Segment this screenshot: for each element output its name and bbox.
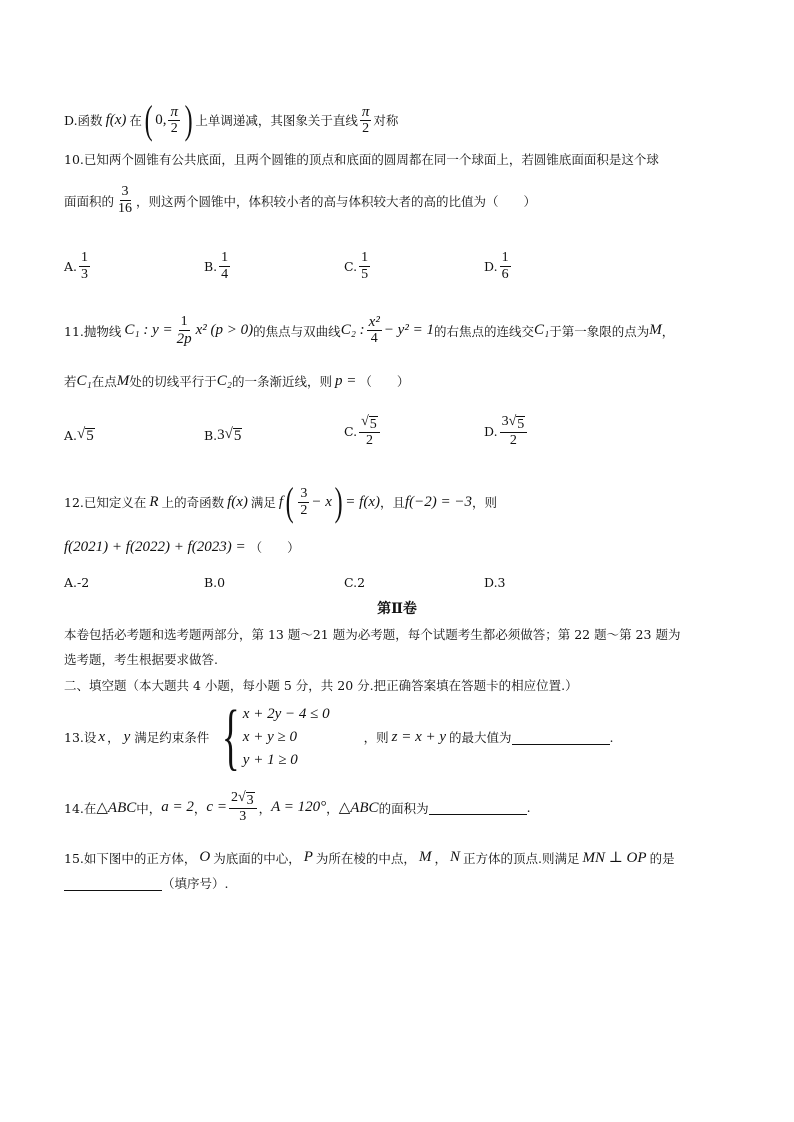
q14-c-num: 2 √ 3 [229, 790, 257, 809]
q10-frac-den: 16 [118, 201, 133, 216]
q9d-end: 对称 [373, 113, 399, 128]
q10-oa-den: 3 [81, 267, 89, 282]
q11-mid2: 的右焦点的连线交 [433, 323, 534, 339]
q11-hyp-rest: − y² = 1 [383, 322, 434, 338]
q11-line2-d: 的一条渐近线，则 [232, 374, 333, 389]
q12-option-d [484, 575, 506, 590]
q13-answer-blank[interactable] [512, 730, 610, 745]
q11-m: M [649, 322, 662, 338]
q9d-fx: f(x) [105, 111, 127, 128]
q11-od-rad: 5 [517, 417, 525, 432]
q14-prefix: 14.在 [64, 800, 97, 816]
q14-sep3: ， [326, 800, 339, 816]
q13-sep: ， [107, 730, 120, 745]
q12-option-c-label: C.2 [344, 575, 366, 590]
q11-line2-p: p = [335, 372, 357, 389]
q13-brace: { [222, 696, 240, 778]
q11-od-coef: 3 [501, 414, 509, 429]
q11-oc-rad: 5 [369, 417, 377, 432]
q13-constraint-2: x + y ≥ 0 [242, 728, 297, 745]
q15-line2 [64, 874, 228, 892]
q9d-left-paren: ( [144, 97, 153, 142]
q14-c-coef: 2 [230, 790, 238, 805]
q14-c: c = [206, 799, 227, 815]
q14-line [64, 790, 531, 825]
q11-option-c [344, 414, 382, 449]
q10-option-a-label: A. [64, 259, 78, 274]
q11-comma: ， [661, 323, 675, 339]
q9d-in: 在 [129, 113, 142, 128]
q9d-interval-zero: 0, [155, 111, 167, 128]
part2-intro1 [64, 625, 680, 643]
q11-option-b-label: B. [204, 427, 218, 443]
q9d-pi: π [170, 103, 178, 120]
q10-od-den: 6 [501, 267, 509, 282]
q12-option-b [204, 575, 225, 590]
q15-mid3: 正方体的顶点.则满足 [462, 850, 580, 866]
q11-option-a-sqrt: √ 5 [77, 426, 94, 444]
q11-oa-rad: 5 [86, 428, 94, 444]
q13-y: y [123, 728, 131, 745]
q14-c-den: 3 [239, 809, 247, 824]
q10-option-d-label: D. [484, 259, 498, 274]
q14-answer-blank[interactable] [429, 800, 527, 815]
q10-option-a-frac [79, 250, 90, 283]
q9d-line-pi: π [361, 103, 370, 120]
q10-ob-den: 4 [221, 267, 229, 282]
q11-option-a-label: A. [64, 427, 78, 443]
q9d-line-two: 2 [362, 120, 370, 136]
q10-line2-b: ，则这两个圆锥中，体积较小者的高与体积较大者的高的比值为（ ） [136, 193, 537, 209]
q11-fraction [175, 314, 194, 347]
q12-line2 [64, 538, 300, 556]
section-fill-in-text: 二、填空题（本大题共 4 小题，每小题 5 分，共 20 分.把正确答案填在答题卡的相应位置.） [64, 678, 578, 693]
q13-mid: 满足约束条件 [134, 730, 210, 745]
q14-end: 的面积为 [378, 800, 429, 816]
q11-oc-num: √ 5 [359, 414, 380, 433]
q11-line2-c2: C₂ [216, 372, 233, 389]
q12-fx: f(x) [227, 493, 248, 510]
q15-sep: ， [434, 850, 447, 866]
q11-mid1: 的焦点与双曲线 [253, 323, 341, 339]
q12-mid2: 满足 [250, 495, 276, 510]
q14-a: a = 2 [161, 799, 194, 815]
q14-sep2: ， [258, 800, 272, 816]
q10-ob-num: 1 [221, 250, 229, 265]
q10-option-d-frac [500, 250, 511, 283]
q12-mid1: 上的奇函数 [161, 495, 225, 510]
q10-option-b-label: B. [204, 259, 218, 274]
q12-option-a-label: A.-2 [64, 575, 90, 590]
q9d-two: 2 [170, 120, 178, 136]
q10-option-c [344, 250, 372, 283]
q10-option-b [204, 250, 232, 283]
part2-intro2-text: 选考题，考生根据要求做答. [64, 652, 218, 667]
q11-x2p: x² (p > 0) [195, 322, 254, 338]
q11-option-c-label: C. [344, 424, 358, 439]
part2-intro2 [64, 650, 218, 668]
q15-m: M [418, 849, 432, 865]
q15-p: P [303, 849, 313, 865]
q13-prefix: 13.设 [64, 730, 97, 745]
q11-frac-num: 1 [180, 314, 188, 329]
part2-heading: 第Ⅱ卷 [377, 601, 417, 617]
q11-line2-c1: C₁ [76, 372, 92, 389]
q11-c2: C₂ : [340, 322, 365, 338]
q12-prefix: 12.已知定义在 [64, 495, 147, 510]
q9d-line-pi-over-2 [360, 104, 372, 137]
q11-line2-b: 在点 [91, 374, 117, 389]
q12-line2-expr: f(2021) + f(2022) + f(2023) = [64, 538, 246, 555]
q15-relation: MN ⊥ OP [582, 850, 647, 866]
q14-triangle-2: △ABC [338, 800, 379, 816]
q11-line2-a: 若 [64, 374, 77, 389]
q11-od-den: 2 [509, 433, 517, 448]
q12-option-b-label: B.0 [204, 575, 226, 590]
q11-line2 [64, 372, 409, 390]
q15-mid1: 为底面的中心， [213, 850, 301, 866]
q15-mid2: 为所在棱的中点， [315, 850, 416, 866]
q9d-pi-over-2 [168, 104, 180, 137]
q15-line1 [64, 848, 675, 867]
q13-constraint-1: x + 2y − 4 ≤ 0 [242, 705, 330, 722]
q14-mid1: 中， [136, 800, 162, 816]
q11-c1: C₁ : y = [124, 322, 173, 338]
q15-line2-text: （填序号）. [162, 876, 229, 891]
q11-hyp-den: 4 [370, 331, 378, 346]
q11-option-c-frac [359, 414, 380, 449]
q11-option-d-frac [500, 414, 528, 449]
q12-frac-den: 2 [300, 502, 308, 518]
q10-option-c-frac [359, 250, 370, 283]
q14-period: . [526, 800, 531, 815]
q12-mid3: ，且 [379, 495, 405, 510]
q11-ob-rad: 5 [233, 428, 242, 444]
q15-answer-blank[interactable] [64, 876, 162, 891]
q10-od-num: 1 [501, 250, 509, 265]
q10-line1 [64, 150, 659, 168]
q9d-mid: 上单调递减，其图象关于直线 [195, 113, 358, 128]
q10-line2-a: 面面积的 [64, 193, 115, 209]
q13-constraint-rows [243, 706, 330, 769]
q14-sep: ， [193, 800, 207, 816]
q10-oc-num: 1 [361, 250, 369, 265]
q12-f: f [278, 493, 284, 510]
q11-line2-e: （ ） [359, 374, 410, 389]
q15-o: O [199, 849, 211, 865]
q10-option-d [484, 250, 513, 283]
q12-eq-fx: = f(x) [345, 493, 380, 510]
q10-option-b-frac [219, 250, 230, 283]
q11-od-num: 3 √ 5 [500, 414, 528, 433]
q10-line1-text: 10.已知两个圆锥有公共底面，且两个圆锥的顶点和底面的圆周都在同一个球面上，若圆锥底面面积是这个球 [64, 152, 659, 167]
q12-right-paren: ) [334, 479, 343, 524]
q15-mid4: 的是 [649, 850, 675, 866]
q12-line2-end: （ ） [249, 540, 300, 555]
part2-intro1-text: 本卷包括必考题和选考题两部分，第 13 题～21 题为必考题，每个试题考生都必须做答；第 22 题～第 23 题为 [64, 627, 681, 642]
q11-frac-den: 2p [176, 331, 192, 347]
q10-line2 [64, 184, 536, 217]
q11-option-d-label: D. [484, 424, 498, 439]
q11-line2-c: 处的切线平行于 [129, 374, 217, 389]
q13-line [64, 696, 614, 778]
q15-prefix: 15.如下图中的正方体， [64, 850, 197, 866]
q13-x: x [98, 728, 106, 745]
q11-mid3: 于第一象限的点为 [549, 323, 650, 339]
q9-option-d [64, 97, 399, 142]
q10-option-c-label: C. [344, 259, 358, 274]
q10-fraction [116, 184, 134, 217]
q11-ob-coef: 3 [217, 426, 225, 443]
q11-line1 [64, 314, 674, 347]
q12-fraction [298, 486, 309, 519]
q13-end: 的最大值为 [449, 730, 512, 745]
q13-z: z = x + y [391, 728, 447, 745]
q12-option-c [344, 575, 365, 590]
q10-option-a [64, 250, 92, 283]
q12-option-a [64, 575, 89, 590]
q13-constraint-system [213, 696, 330, 778]
q12-minus-x: − x [311, 493, 332, 510]
q12-option-d-label: D.3 [484, 575, 506, 590]
q11-option-b [204, 426, 242, 444]
q11-prefix: 11.抛物线 [64, 323, 122, 339]
q11-c1b: C₁ [533, 322, 550, 338]
section-fill-in-heading [64, 676, 578, 694]
q14-c-rad: 3 [246, 793, 254, 808]
q10-oa-num: 1 [81, 250, 89, 265]
q11-option-b-sqrt: √ 5 [224, 426, 242, 444]
q12-r: R [149, 493, 159, 510]
q11-option-a [64, 426, 95, 444]
q14-c-fraction [229, 790, 257, 825]
q12-frac-num: 3 [300, 485, 308, 501]
q9d-right-paren: ) [184, 97, 193, 142]
q13-period: . [609, 729, 614, 745]
q12-cond: f(−2) = −3 [404, 493, 473, 510]
q12-mid4: ，则 [472, 495, 498, 510]
q14-triangle: △ABC [96, 800, 137, 816]
q11-line2-m: M [116, 372, 130, 389]
q12-left-paren: ( [285, 479, 294, 524]
q15-n: N [449, 849, 460, 865]
q11-hyp-fraction [367, 314, 382, 347]
q10-oc-den: 5 [361, 267, 369, 282]
q11-oc-den: 2 [365, 433, 373, 448]
q13-constraint-3: y + 1 ≥ 0 [242, 751, 298, 768]
q13-mid2: ，则 [363, 730, 389, 745]
q11-hyp-num: x² [368, 314, 380, 330]
q14-angle-a: A = 120° [271, 799, 327, 815]
q10-frac-num: 3 [121, 184, 129, 199]
q12-line1 [64, 479, 498, 524]
q9d-label: D.函数 [64, 113, 103, 128]
q11-option-d [484, 414, 529, 449]
